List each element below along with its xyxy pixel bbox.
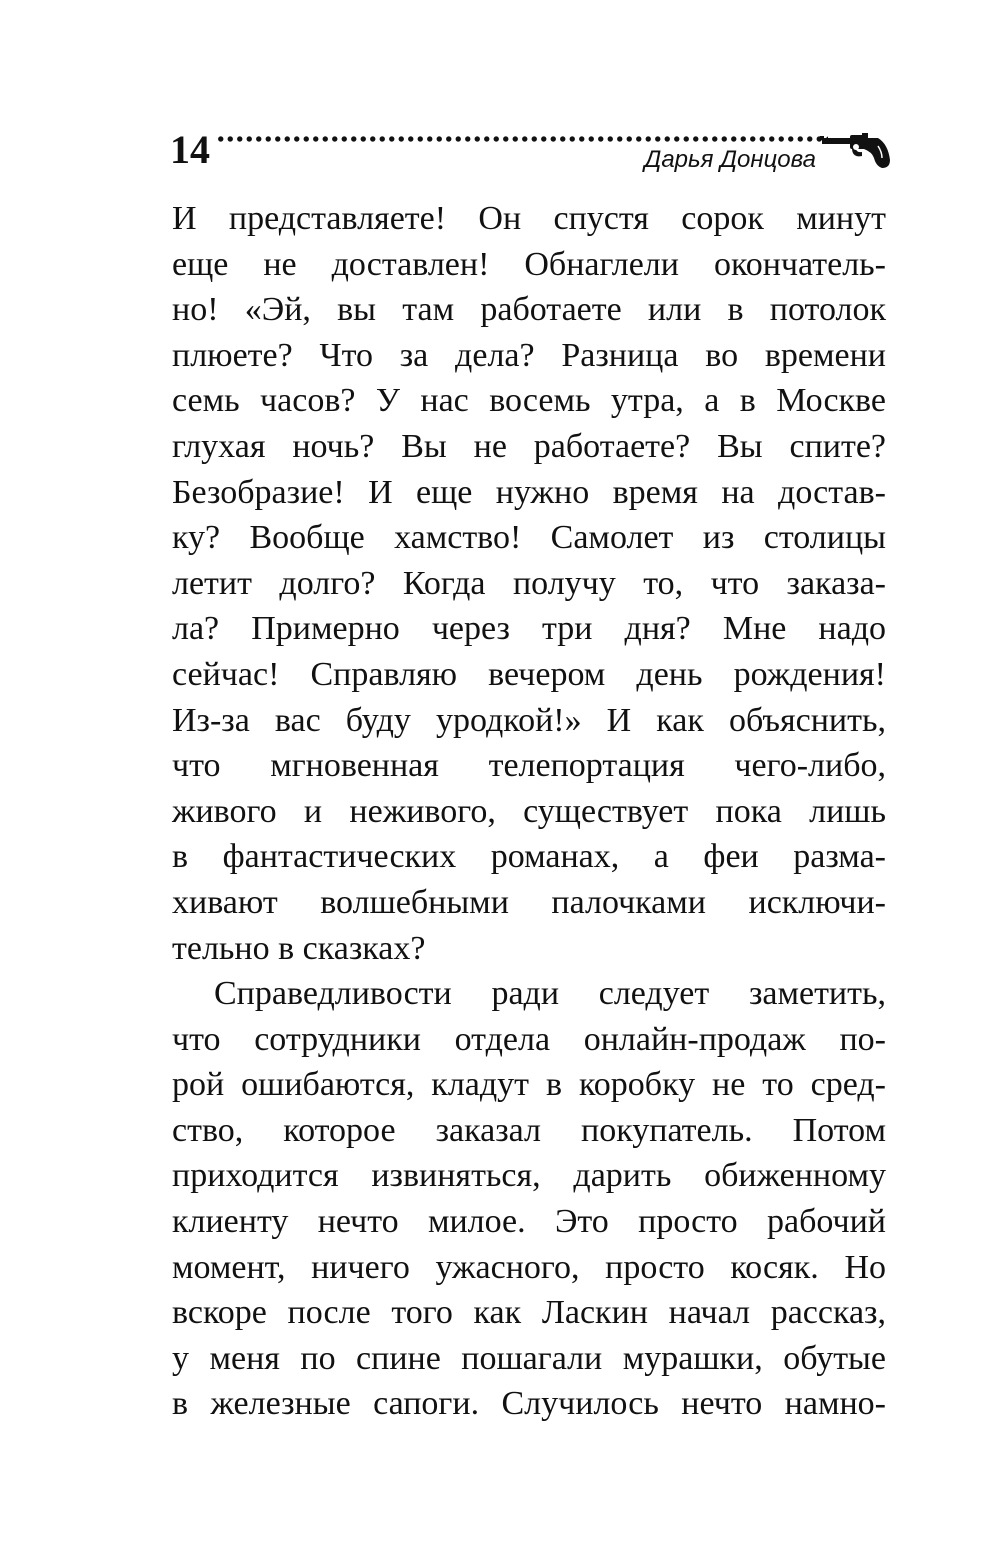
text-line: Из-за вас буду уродкой!» И как объяснить,	[172, 701, 886, 739]
author-name: Дарья Донцова	[644, 146, 816, 173]
text-line: ку? Вообще хамство! Самолет из столицы	[172, 519, 886, 557]
text-line: живого и неживого, существует пока лишь	[172, 792, 886, 830]
text-line: у меня по спине пошагали мурашки, обутые	[172, 1339, 886, 1377]
dotted-leader	[216, 132, 828, 146]
text-line: приходится извиняться, дарить обиженному	[172, 1157, 886, 1195]
paragraph	[172, 196, 886, 971]
text-line: плюете? Что за дела? Разница во времени	[172, 336, 886, 374]
text-line: что мгновенная телепортация чего-либо,	[172, 747, 886, 785]
text-line: И представляете! Он спустя сорок минут	[172, 200, 886, 237]
text-line: клиенту нечто милое. Это просто рабочий	[172, 1203, 886, 1241]
text-line: но! «Эй, вы там работаете или в потолок	[172, 291, 886, 329]
body-text	[172, 196, 886, 1427]
text-line: Безобразие! И еще нужно время на достав-	[172, 473, 886, 511]
text-line: Справедливости ради следует заметить,	[214, 975, 886, 1013]
text-line: еще не доставлен! Обнаглели окончатель-	[172, 245, 886, 283]
text-line: момент, ничего ужасного, просто косяк. Но	[172, 1248, 886, 1286]
text-line: ство, которое заказал покупатель. Потом	[172, 1111, 886, 1149]
revolver-icon	[820, 130, 892, 170]
text-line: глухая ночь? Вы не работаете? Вы спите?	[172, 427, 886, 465]
text-line: рой ошибаются, кладут в коробку не то сред-	[172, 1066, 886, 1104]
text-line: что сотрудники отдела онлайн-продаж по-	[172, 1020, 886, 1058]
text-line: ла? Примерно через три дня? Мне надо	[172, 610, 886, 648]
text-line: в фантастических романах, а феи разма-	[172, 838, 886, 876]
text-line: хивают волшебными палочками исключи-	[172, 883, 886, 921]
text-line: в железные сапоги. Случилось нечто намно-	[172, 1385, 886, 1423]
text-line: сейчас! Справляю вечером день рождения!	[172, 655, 886, 693]
running-header	[170, 128, 892, 188]
text-line: тельно в сказках?	[172, 929, 426, 967]
text-line: вскоре после того как Ласкин начал рассказ,	[172, 1294, 886, 1332]
page-number: 14	[170, 127, 210, 172]
text-line: летит долго? Когда получу то, что заказа-	[172, 564, 886, 602]
paragraph	[172, 971, 886, 1427]
text-line: семь часов? У нас восемь утра, а в Москве	[172, 382, 886, 420]
